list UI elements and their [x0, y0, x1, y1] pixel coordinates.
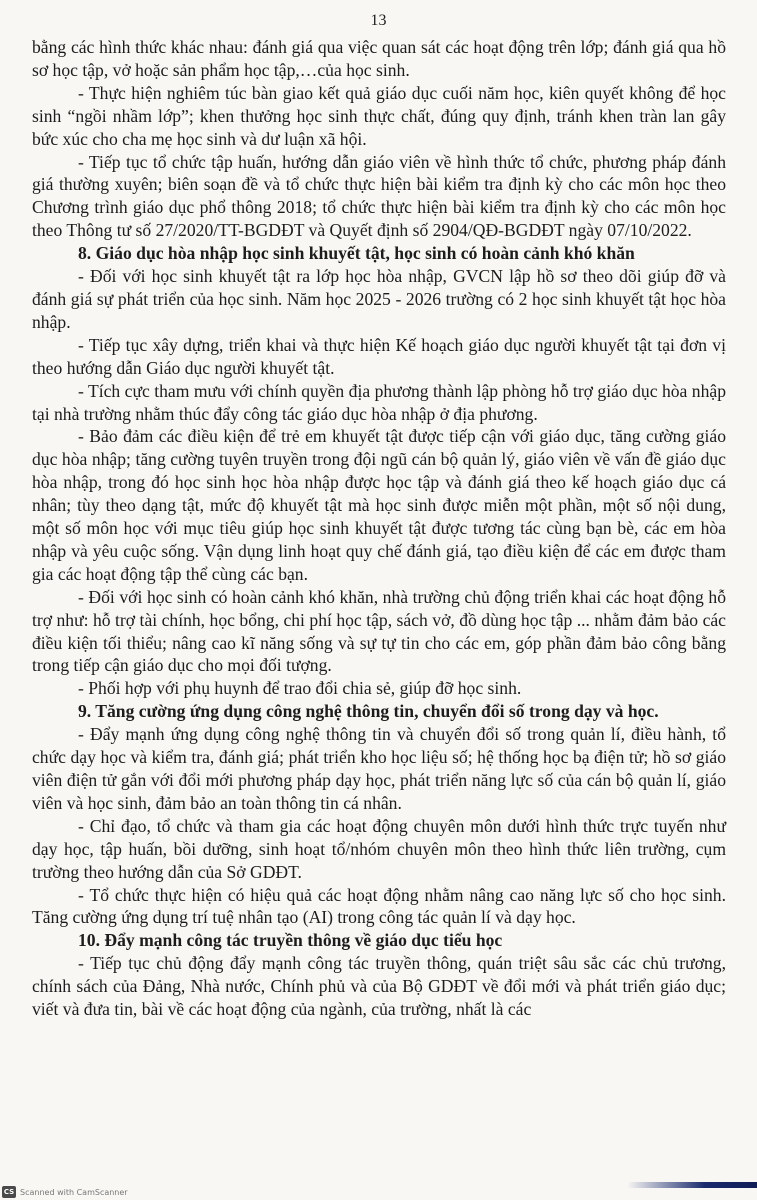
- page-number: 13: [370, 12, 387, 29]
- paragraph: - Chỉ đạo, tổ chức và tham gia các hoạt động chuyên môn dưới hình thức trực tuyến như dạy học, tập huấn, bồi dưỡng, sinh hoạt tổ/nhóm chuyên môn theo hình thức liên trường, cụm trường theo hướng dẫn của Sở GDĐT.: [32, 815, 726, 882]
- section-heading: 8. Giáo dục hòa nhập học sinh khuyết tật, học sinh có hoàn cảnh khó khăn: [78, 243, 635, 264]
- paragraph: - Tiếp tục xây dựng, triển khai và thực hiện Kế hoạch giáo dục người khuyết tật tại đơn vị theo hướng dẫn Giáo dục người khuyết tật.: [32, 334, 726, 378]
- paragraph: bằng các hình thức khác nhau: đánh giá qua việc quan sát các hoạt động trên lớp; đánh giá qua hồ sơ học tập, vở hoặc sản phẩm học tập,…của học sinh.: [32, 37, 726, 80]
- scanner-edge-bar: [627, 1182, 757, 1188]
- paragraph: - Bảo đảm các điều kiện để trẻ em khuyết tật được tiếp cận với giáo dục, tăng cường giáo dục hòa nhập; tăng cường tuyên truyền trong đội ngũ cán bộ quản lý, giáo viên về vấn đề giáo dục hòa nhập, trong đó học sinh học hòa nhập được học tập và đánh giá theo kế hoạch giáo dục cá nhân; tùy theo dạng tật, mức độ khuyết tật mà học sinh được miễn một phần, một số nội dung, một số môn học với mục tiêu giúp học sinh khuyết tật được tương tác cùng bạn bè, các em hòa nhập và yêu cuộc sống. Vận dụng linh hoạt quy chế đánh giá, tạo điều kiện để các em được tham gia các hoạt động tập thể cùng các bạn.: [32, 426, 726, 584]
- paragraph: - Đối với học sinh có hoàn cảnh khó khăn, nhà trường chủ động triển khai các hoạt động hỗ trợ như: hỗ trợ tài chính, học bổng, chi phí học tập, sách vở, đồ dùng học tập ... nhằm đảm bảo các điều kiện tối thiểu; nâng cao kĩ năng sống và sự tự tin cho các em, góp phần đảm bảo công bằng trong tiếp cận giáo dục cho mọi đối tượng.: [32, 586, 726, 676]
- paragraph: - Tiếp tục tổ chức tập huấn, hướng dẫn giáo viên về hình thức tổ chức, phương pháp đánh giá thường xuyên; biên soạn đề và tổ chức thực hiện bài kiểm tra định kỳ cho các môn học theo Chương trình giáo dục phổ thông 2018; tổ chức thực hiện bài kiểm tra định kỳ cho các môn học theo Thông tư số 27/2020/TT-BGDĐT và Quyết định số 2904/QĐ-BGDĐT ngày 07/10/2022.: [32, 151, 726, 241]
- scanner-watermark: [2, 1186, 128, 1198]
- paragraph: - Đẩy mạnh ứng dụng công nghệ thông tin và chuyển đổi số trong quản lí, điều hành, tổ chức dạy học và kiểm tra, đánh giá; phát triển kho học liệu số; hệ thống học bạ điện tử; hồ sơ giáo viên điện tử gắn với đổi mới phương pháp dạy học, phát triển năng lực số của cán bộ quản lí, giáo viên và học sinh, đảm bảo an toàn thông tin cá nhân.: [32, 724, 726, 813]
- paragraph: - Tổ chức thực hiện có hiệu quả các hoạt động nhằm nâng cao năng lực số cho học sinh. Tăng cường ứng dụng trí tuệ nhân tạo (AI) trong công tác quản lí và dạy học.: [32, 884, 726, 928]
- paragraph: - Đối với học sinh khuyết tật ra lớp học hòa nhập, GVCN lập hồ sơ theo dõi giúp đỡ và đánh giá sự phát triển của học sinh. Năm học 2025 - 2026 trường có 2 học sinh khuyết tật học hòa nhập.: [32, 266, 726, 332]
- document-body: [32, 36, 726, 1021]
- section-heading: 9. Tăng cường ứng dụng công nghệ thông tin, chuyển đổi số trong dạy và học.: [78, 701, 659, 722]
- section-heading: 10. Đẩy mạnh công tác truyền thông về giáo dục tiểu học: [78, 930, 503, 951]
- scanner-caption: Scanned with CamScanner: [20, 1187, 128, 1197]
- paragraph: - Tích cực tham mưu với chính quyền địa phương thành lập phòng hỗ trợ giáo dục hòa nhập tại nhà trường nhằm thúc đẩy công tác giáo dục hòa nhập ở địa phương.: [32, 380, 726, 424]
- camscanner-logo-icon: CS: [3, 1188, 15, 1196]
- paragraph: - Phối hợp với phụ huynh để trao đổi chia sẻ, giúp đỡ học sinh.: [78, 678, 522, 699]
- paragraph: - Thực hiện nghiêm túc bàn giao kết quả giáo dục cuối năm học, kiên quyết không để học sinh “ngồi nhầm lớp”; khen thưởng học sinh thực chất, đúng quy định, tránh khen tràn lan gây bức xúc cho cha mẹ học sinh và dư luận xã hội.: [32, 82, 726, 149]
- paragraph: - Tiếp tục chủ động đẩy mạnh công tác truyền thông, quán triệt sâu sắc các chủ trương, chính sách của Đảng, Nhà nước, Chính phủ và của Bộ GDĐT về đổi mới và phát triển giáo dục; viết và đưa tin, bài về các hoạt động của ngành, của trường, nhất là các: [32, 953, 726, 1020]
